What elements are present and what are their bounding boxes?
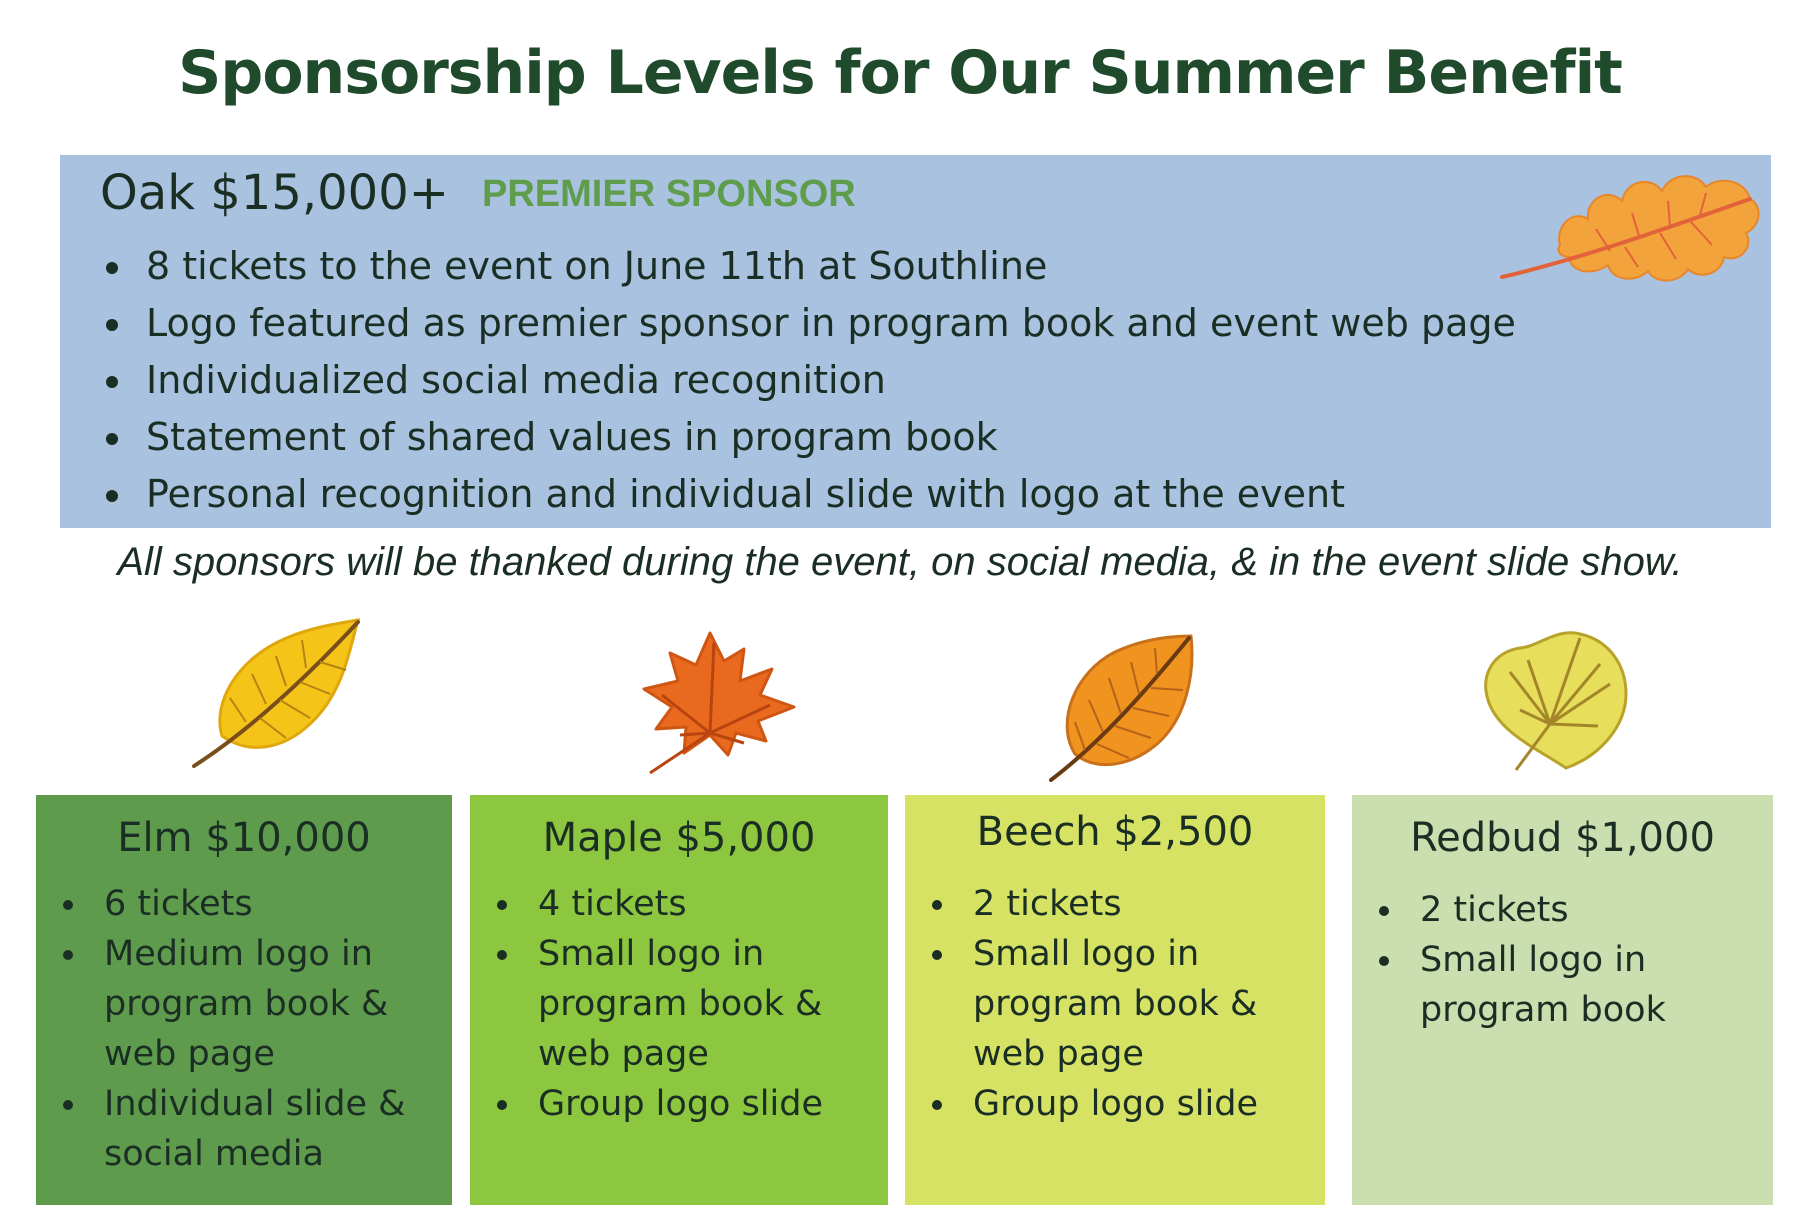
maple-card [470,795,888,1205]
card-title: Beech $2,500 [976,809,1254,855]
benefits-list [484,879,888,1129]
oak-leaf-icon [1500,167,1760,287]
list-item: • Individualized social media recognition [136,352,1516,409]
list-item: • 2 tickets [1406,885,1773,935]
list-item: • 2 tickets [959,879,1325,929]
beech-leaf-icon [1045,632,1205,782]
list-item: • Small logo in program book [1406,935,1773,1035]
card-title: Maple $5,000 [542,815,816,861]
list-item: • 4 tickets [524,879,888,929]
list-item: • Logo featured as premier sponsor in program book and event web page [136,295,1516,352]
redbud-leaf-icon [1480,628,1630,773]
list-item: • Small logo in program book & web page [524,929,888,1079]
list-item: • Medium logo in program book & web page [90,929,452,1079]
beech-card [905,795,1325,1205]
benefits-list [50,879,452,1179]
list-item: • Small logo in program book & web page [959,929,1325,1079]
maple-leaf-icon [640,625,800,775]
card-title: Redbud $1,000 [1410,815,1715,861]
premier-sponsor-panel [60,155,1771,528]
list-item: • Group logo slide [524,1079,888,1129]
list-item: • 8 tickets to the event on June 11th at Southline [136,238,1516,295]
card-title: Elm $10,000 [117,815,371,861]
sponsor-thanks-note: All sponsors will be thanked during the event, on social media, & in the event slide show. [117,540,1683,584]
premier-level-title: Oak $15,000+ [100,165,449,221]
list-item: • Personal recognition and individual slide with logo at the event [136,466,1516,523]
redbud-card [1352,795,1773,1205]
list-item: • Individual slide & social media [90,1079,452,1179]
list-item: • Group logo slide [959,1079,1325,1129]
list-item: • Statement of shared values in program book [136,409,1516,466]
list-item: • 6 tickets [90,879,452,929]
elm-leaf-icon [190,618,370,768]
premier-sponsor-tag: PREMIER SPONSOR [482,173,856,215]
elm-card [36,795,452,1205]
premier-benefits-list [86,238,1516,523]
page-title: Sponsorship Levels for Our Summer Benefit [178,38,1622,108]
benefits-list [1366,885,1773,1035]
benefits-list [919,879,1325,1129]
